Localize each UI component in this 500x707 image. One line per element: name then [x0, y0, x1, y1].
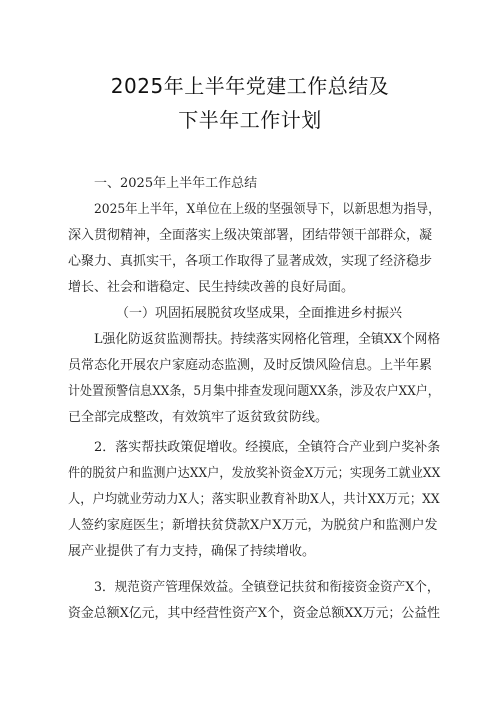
paragraph-line: 深入贯彻精神，全面落实上级决策部署，团结带领干部群众，凝: [68, 228, 433, 243]
document-title-line1: 2025年上半年党建工作总结及: [110, 74, 390, 98]
paragraph-line: 心聚力、真抓实干，各项工作取得了显著成效，实现了经济稳步: [68, 254, 433, 269]
paragraph-line: 人签约家庭医生；新增扶贫贷款X户X万元，为脱贫户和监测户发: [68, 518, 438, 533]
paragraph-line: 计处置预警信息XX条，5月集中排查发现问题XX条，涉及农户XX户，: [68, 384, 440, 399]
paragraph-line: 2．落实帮扶政策促增收。经摸底，全镇符合产业到户奖补条: [94, 440, 441, 455]
document-title-line2: 下半年工作计划: [178, 108, 322, 132]
paragraph-line: 人，户均就业劳动力X人；落实职业教育补助X人，共计XX万元；XX: [68, 492, 440, 507]
paragraph-line: 增长、社会和谐稳定、民生持续改善的良好局面。: [68, 280, 355, 295]
paragraph-line: 已全部完成整改，有效筑牢了返贫致贫防线。: [68, 410, 329, 425]
paragraph-line: 展产业提供了有力支持，确保了持续增收。: [68, 544, 316, 559]
paragraph-line: 资金总额X亿元，其中经营性资产X个，资金总额XX万元；公益性: [68, 606, 441, 621]
subsection-heading: （一）巩固拓展脱贫攻坚成果，全面推进乡村振兴: [116, 306, 403, 321]
paragraph-line: 3．规范资产管理保效益。全镇登记扶贫和衔接资金资产X个，: [94, 580, 440, 595]
paragraph-line: 2025年上半年，X单位在上级的坚强领导下，以新思想为指导，: [94, 202, 441, 217]
paragraph-line: 件的脱贫户和监测户达XX户，发放奖补资金X万元；实现务工就业XX: [68, 466, 441, 481]
paragraph-line: L强化防返贫监测帮扶。持续落实网格化管理，全镇XX个网格: [94, 332, 441, 347]
section-heading: 一、2025年上半年工作总结: [94, 176, 258, 191]
paragraph-line: 员常态化开展农户家庭动态监测，及时反馈风险信息。上半年累: [68, 358, 433, 373]
